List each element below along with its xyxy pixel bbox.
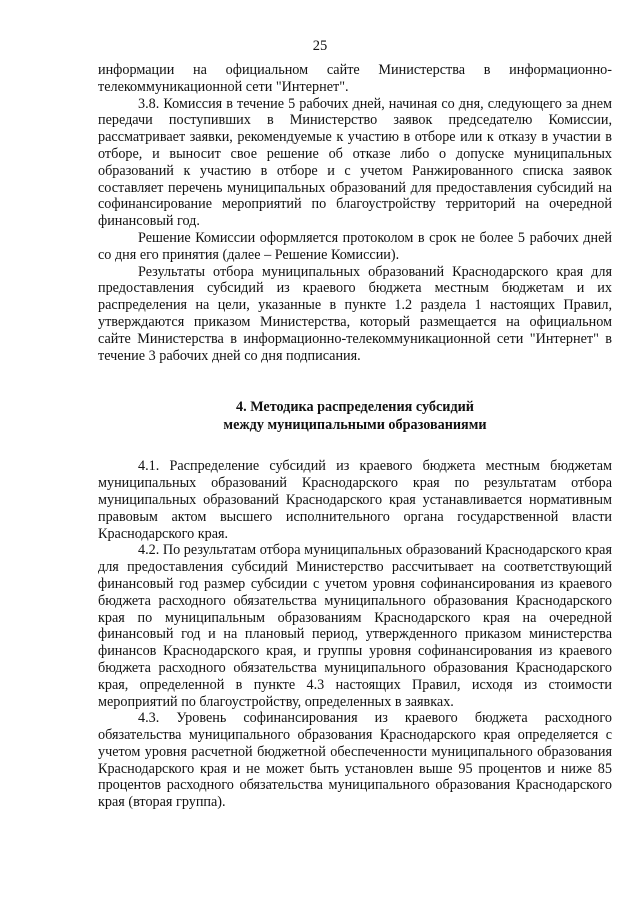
page-number: 25 [312,38,328,54]
section-heading-line-2: между муниципальными образованиями [223,417,487,434]
document-body [98,62,612,811]
spacer [98,434,612,458]
section-heading-line-1: 4. Методика распределения субсидий [236,399,474,416]
paragraph-3-8: 3.8. Комиссия в течение 5 рабочих дней, начиная со дня, следующего за днем передачи поступивших в Министерство заявок председателю Комиссии, рассматривает заявки, рекомендуемые к участию в отборе или к отказу в участии в отборе, и выносит свое решение об отказе либо о допуске муниципальных образований к участию в отборе и с учетом Ранжированного списка заявок составляет перечень муниципальных образований для предоставления субсидий на софинансирование мероприятий по благоустройству территорий на очередной финансовый год. [98,95,612,230]
paragraph-commission-decision: Решение Комиссии оформляется протоколом в срок не более 5 рабочих дней со дня его принятия (далее – Решение Комиссии). [98,229,612,263]
paragraph-4-1: 4.1. Распределение субсидий из краевого бюджета местным бюджетам муниципальных образований Краснодарского края по результатам отбора муниципальных образований Краснодарского края устанавливается нормативным правовым актом высшего исполнительного органа государственной власти Краснодарского края. [98,458,612,542]
spacer [98,364,612,398]
paragraph-4-3: 4.3. Уровень софинансирования из краевого бюджета расходного обязательства муниципального образования Краснодарского края определяется с учетом уровня расчетной бюджетной обеспеченности муниципального образования Краснодарского края и не может быть установлен выше 95 процентов и ниже 85 процентов расходного обязательства муниципального образования Краснодарского края (вторая группа). [98,710,612,811]
paragraph-continuation: информации на официальном сайте Министерства в информационно-телекоммуникационной сети "Интернет". [98,62,612,95]
paragraph-selection-results: Результаты отбора муниципальных образований Краснодарского края для предоставления субсидий из краевого бюджета местным бюджетам и их распределения на цели, указанные в пункте 1.2 раздела 1 настоящих Правил, утверждаются приказом Министерства, который размещается на официальном сайте Министерства в информационно-телекоммуникационной сети "Интернет" в течение 3 рабочих дней со дня подписания. [98,263,612,364]
paragraph-4-2: 4.2. По результатам отбора муниципальных образований Краснодарского края для предоставления субсидий Министерство рассчитывает на соответствующий финансовый год размер субсидии с учетом уровня софинансирования из краевого бюджета расходного обязательства муниципального образования Краснодарского края по муниципальным образованиям Краснодарского края на очередной финансовый год и на плановый период, утвержденного приказом министерства финансов Краснодарского края, и группы уровня софинансирования из краевого бюджета расходного обязательства муниципального образования Краснодарского края, определенной в пункте 4.3 настоящих Правил, исходя из стоимости мероприятий по благоустройству, определенных в заявках. [98,542,612,710]
